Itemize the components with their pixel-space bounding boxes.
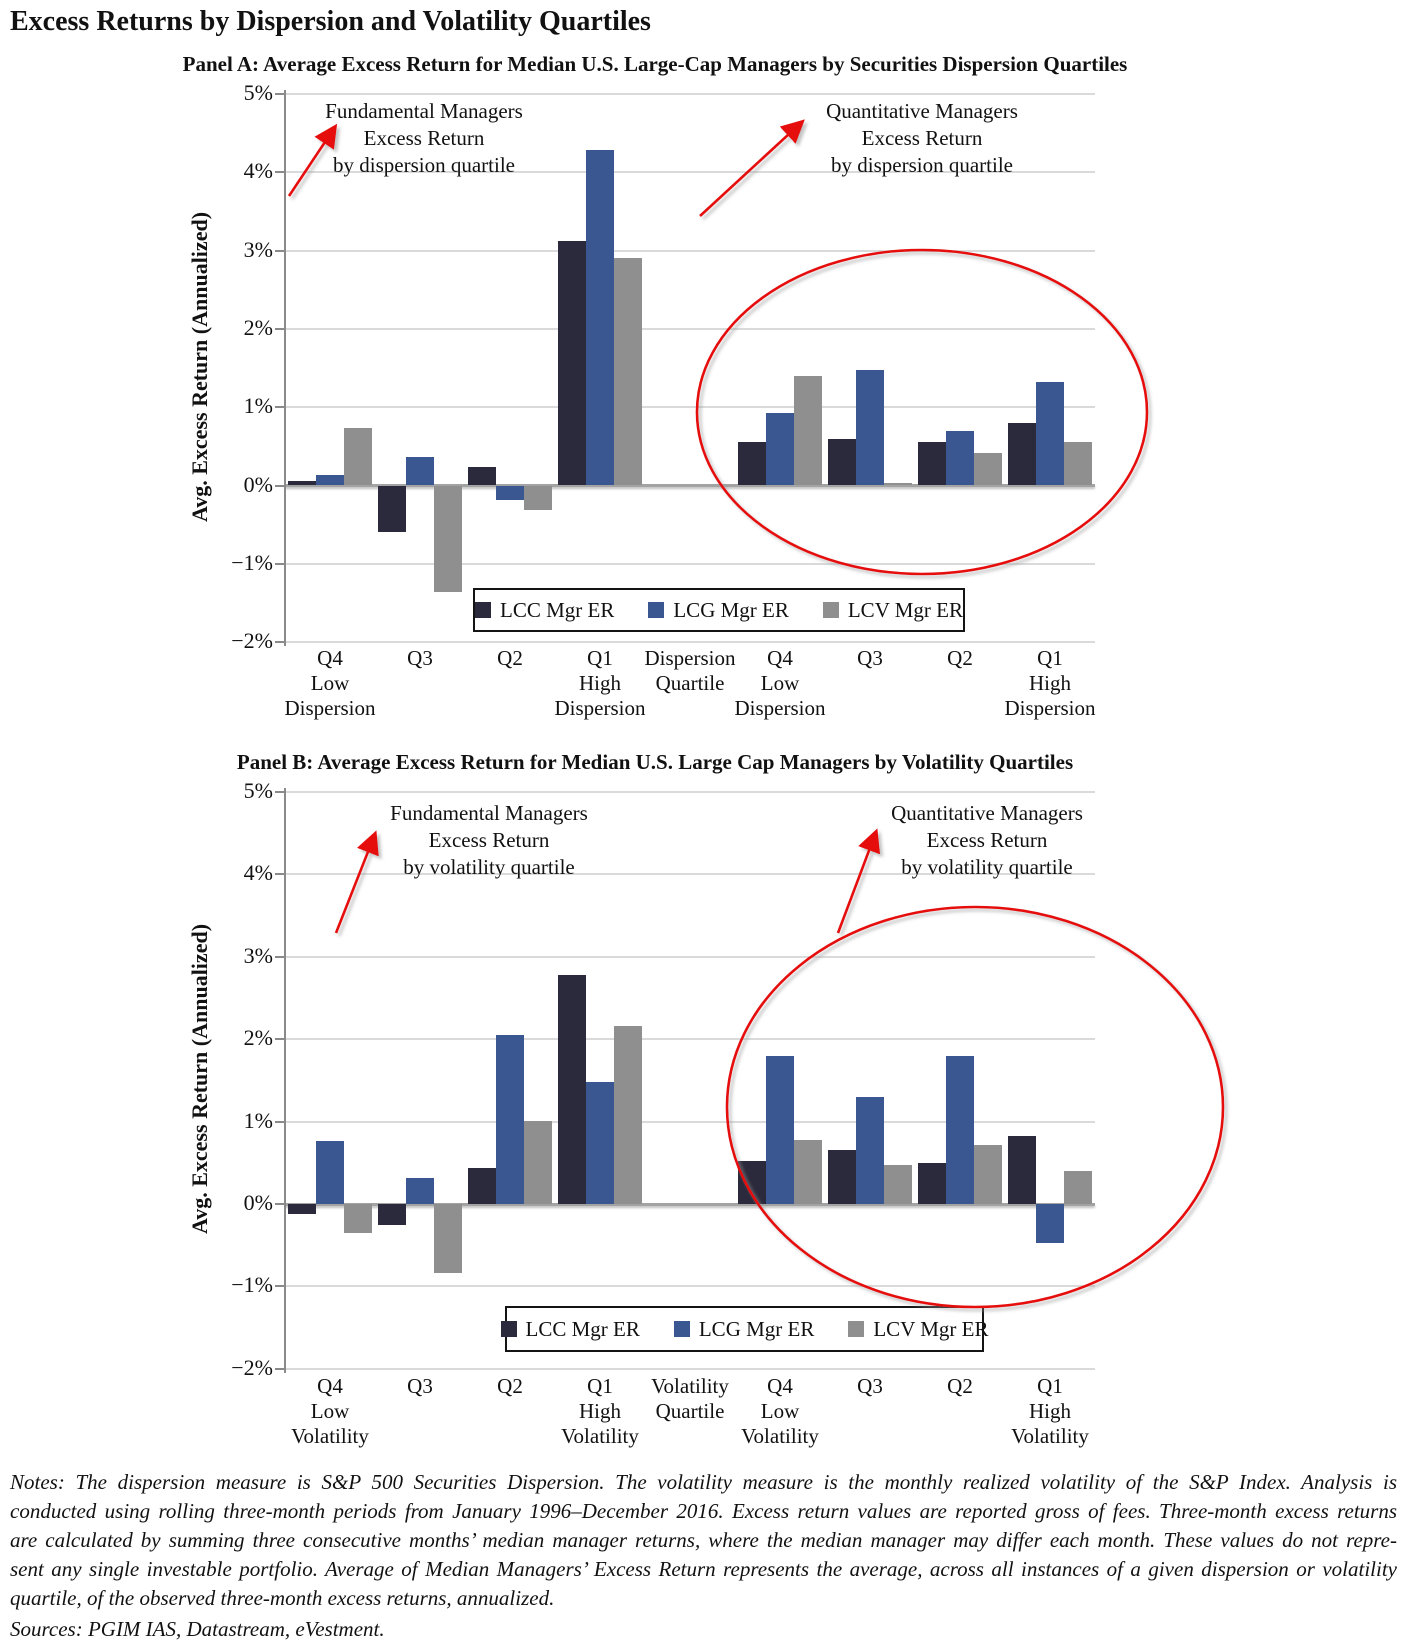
bar-lcv-mgr-er xyxy=(974,1145,1002,1204)
notes-line: are calculated by summing three consecutive months’ median manager returns, where the median manager may differ each month. These values do not repre- xyxy=(10,1528,1397,1552)
bar-lcc-mgr-er xyxy=(558,241,586,485)
bar-lcv-mgr-er xyxy=(434,486,462,592)
x-category-line: Q1 xyxy=(1037,1374,1063,1398)
legend-label: LCG Mgr ER xyxy=(673,597,789,622)
gridline xyxy=(285,1038,1095,1040)
x-category-line: Q3 xyxy=(407,1374,433,1398)
annotation-line: Quantitative Managers xyxy=(826,99,1018,123)
y-tick-label: 5% xyxy=(243,778,273,803)
gridline xyxy=(285,406,1095,408)
legend-item xyxy=(823,598,963,623)
x-category-line: Q3 xyxy=(857,646,883,670)
panel-b-y-axis-label: Avg. Excess Return (Annualized) xyxy=(187,923,212,1235)
panel-a-y-axis-label: Avg. Excess Return (Annualized) xyxy=(187,211,212,523)
bar-lcv-mgr-er xyxy=(974,453,1002,485)
annotation-line: by dispersion quartile xyxy=(831,153,1013,177)
notes-line: sent any single investable portfolio. Average of Median Managers’ Excess Return represents the average, across all instances of a given dispersion or volatility xyxy=(10,1557,1397,1581)
annotation-line: Excess Return xyxy=(861,126,983,150)
annotation-line: Excess Return xyxy=(363,126,485,150)
x-category-line: Q4 xyxy=(317,646,343,670)
gridline xyxy=(285,93,1095,95)
y-tick-label: 0% xyxy=(243,1190,273,1215)
bar-lcv-mgr-er xyxy=(524,486,552,510)
bar-lcc-mgr-er xyxy=(378,1204,406,1225)
y-tick-label: 3% xyxy=(243,236,273,262)
y-tick-label: −2% xyxy=(231,1354,273,1380)
gridline xyxy=(285,641,1095,643)
bar-lcc-mgr-er xyxy=(918,442,946,486)
legend-item xyxy=(674,1317,815,1342)
y-tick-mark xyxy=(275,93,284,95)
legend-label: LCC Mgr ER xyxy=(500,597,615,622)
gridline xyxy=(285,956,1095,958)
gridline xyxy=(285,1368,1095,1370)
x-category-line: Q1 xyxy=(587,1374,613,1398)
y-tick-label: −2% xyxy=(231,628,273,654)
bar-lcg-mgr-er xyxy=(406,1178,434,1204)
y-tick-mark xyxy=(275,563,284,565)
bar-lcg-mgr-er xyxy=(856,1097,884,1204)
y-tick-label: 3% xyxy=(243,942,273,968)
legend xyxy=(505,1306,989,1352)
annotation-text xyxy=(702,98,1142,179)
x-category-line: Volatility xyxy=(291,1424,369,1448)
x-category-line: Q1 xyxy=(1037,646,1063,670)
bar-lcv-mgr-er xyxy=(344,1204,372,1233)
legend-swatch-icon xyxy=(848,1321,864,1337)
notes-line: conducted using rolling three-month periods from January 1996–December 2016. Excess return values are reported gross of fees. Three-month excess returns xyxy=(10,1499,1397,1523)
bar-lcg-mgr-er xyxy=(766,1056,794,1204)
bar-lcc-mgr-er xyxy=(468,467,496,485)
legend-swatch-icon xyxy=(501,1321,517,1337)
x-category-line: Dispersion xyxy=(284,696,376,720)
bar-lcv-mgr-er xyxy=(614,1026,642,1204)
bar-lcg-mgr-er xyxy=(1036,382,1064,485)
annotation-line: by volatility quartile xyxy=(403,855,575,879)
x-category-line: Dispersion xyxy=(1004,696,1096,720)
legend-swatch-icon xyxy=(674,1321,690,1337)
bar-lcg-mgr-er xyxy=(946,1056,974,1204)
x-category-line: High xyxy=(579,671,621,695)
x-category-line: Q4 xyxy=(317,1374,343,1398)
y-tick-label: 4% xyxy=(243,158,273,184)
bar-lcv-mgr-er xyxy=(794,1140,822,1204)
legend xyxy=(473,588,965,632)
bar-lcv-mgr-er xyxy=(884,1165,912,1204)
bar-lcg-mgr-er xyxy=(496,486,524,500)
y-tick-label: 2% xyxy=(243,1025,273,1051)
gridline xyxy=(285,250,1095,252)
legend-swatch-icon xyxy=(475,602,491,618)
bar-lcv-mgr-er xyxy=(1064,442,1092,486)
y-tick-mark xyxy=(275,1203,284,1205)
legend-label: LCV Mgr ER xyxy=(847,597,963,622)
y-tick-mark xyxy=(275,1038,284,1040)
x-category-line: Low xyxy=(760,671,800,695)
bar-lcc-mgr-er xyxy=(738,1161,766,1204)
x-category-line: Quartile xyxy=(655,1399,725,1423)
bar-lcc-mgr-er xyxy=(558,975,586,1204)
y-tick-mark xyxy=(275,485,284,487)
bar-lcg-mgr-er xyxy=(316,475,344,485)
x-category-line: Low xyxy=(310,671,350,695)
legend-item xyxy=(475,598,614,623)
bar-lcg-mgr-er xyxy=(766,413,794,485)
bar-lcg-mgr-er xyxy=(586,1082,614,1204)
y-tick-mark xyxy=(275,1368,284,1370)
bar-lcc-mgr-er xyxy=(828,1150,856,1204)
y-tick-mark xyxy=(275,641,284,643)
figure-title: Excess Returns by Dispersion and Volatility Quartiles xyxy=(10,6,651,37)
bar-lcc-mgr-er xyxy=(918,1163,946,1204)
legend-label: LCV Mgr ER xyxy=(873,1316,989,1341)
y-tick-label: 0% xyxy=(243,471,273,497)
annotation-line: Excess Return xyxy=(926,828,1048,852)
x-category-line: High xyxy=(579,1399,621,1423)
x-category-line: Q3 xyxy=(407,646,433,670)
x-category-line: Volatility xyxy=(1011,1424,1089,1448)
x-category-label xyxy=(975,646,1125,721)
legend-label: LCG Mgr ER xyxy=(698,1316,815,1341)
y-tick-label: 4% xyxy=(243,860,273,886)
bar-lcg-mgr-er xyxy=(316,1141,344,1204)
x-category-line: Q2 xyxy=(497,646,523,670)
bar-lcv-mgr-er xyxy=(794,376,822,486)
y-tick-mark xyxy=(275,250,284,252)
y-tick-mark xyxy=(275,1285,284,1287)
gridline xyxy=(285,791,1095,793)
legend-swatch-icon xyxy=(648,602,664,618)
legend-item xyxy=(501,1317,640,1342)
y-tick-label: −1% xyxy=(231,549,273,575)
annotation-line: Fundamental Managers xyxy=(325,99,523,123)
x-category-line: High xyxy=(1029,671,1071,695)
annotation-line: by volatility quartile xyxy=(901,855,1073,879)
gridline xyxy=(285,1285,1095,1287)
bar-lcv-mgr-er xyxy=(344,428,372,485)
bar-lcg-mgr-er xyxy=(1036,1204,1064,1243)
notes-paragraph xyxy=(10,1468,1397,1613)
gridline xyxy=(285,563,1095,565)
x-category-line: Low xyxy=(310,1399,350,1423)
notes-line: Notes: The dispersion measure is S&P 500 Securities Dispersion. The volatility measure is the monthly realized volatility of the S&P Index. Analysis is xyxy=(10,1470,1397,1494)
panel-b-title: Panel B: Average Excess Return for Median U.S. Large Cap Managers by Volatility Quartiles xyxy=(236,750,1074,774)
x-category-line: Dispersion xyxy=(554,696,646,720)
x-category-line: Volatility xyxy=(741,1424,819,1448)
bar-lcv-mgr-er xyxy=(434,1204,462,1273)
x-category-line: Q2 xyxy=(947,1374,973,1398)
bar-lcc-mgr-er xyxy=(288,1204,316,1214)
panel-a-title: Panel A: Average Excess Return for Median U.S. Large-Cap Managers by Securities Dispersion Quartiles xyxy=(182,52,1128,76)
y-tick-mark xyxy=(275,791,284,793)
x-category-line: Dispersion xyxy=(734,696,826,720)
bar-lcg-mgr-er xyxy=(496,1035,524,1204)
bar-lcc-mgr-er xyxy=(288,481,316,486)
legend-swatch-icon xyxy=(823,602,839,618)
y-tick-mark xyxy=(275,328,284,330)
bar-lcg-mgr-er xyxy=(586,150,614,485)
sources-line: Sources: PGIM IAS, Datastream, eVestment. xyxy=(10,1617,385,1641)
y-tick-mark xyxy=(275,406,284,408)
x-category-line: Q2 xyxy=(947,646,973,670)
x-category-line: Volatility xyxy=(651,1374,729,1398)
y-tick-label: 1% xyxy=(243,1107,273,1133)
bar-lcg-mgr-er xyxy=(856,370,884,485)
legend-item xyxy=(848,1317,988,1342)
bar-lcv-mgr-er xyxy=(614,258,642,485)
annotation-text xyxy=(767,800,1207,881)
y-tick-label: 2% xyxy=(243,314,273,340)
x-category-line: Volatility xyxy=(561,1424,639,1448)
x-category-line: Quartile xyxy=(655,671,725,695)
bar-lcv-mgr-er xyxy=(1064,1171,1092,1204)
x-category-line: Q4 xyxy=(767,646,793,670)
bar-lcc-mgr-er xyxy=(828,439,856,486)
x-category-line: High xyxy=(1029,1399,1071,1423)
legend-label: LCC Mgr ER xyxy=(525,1316,640,1341)
bar-lcg-mgr-er xyxy=(406,457,434,485)
bar-lcc-mgr-er xyxy=(1008,1136,1036,1204)
x-category-line: Q4 xyxy=(767,1374,793,1398)
bar-lcc-mgr-er xyxy=(468,1168,496,1204)
notes-line: quartile, of the observed three-month excess returns, annualized. xyxy=(10,1586,555,1610)
bar-lcc-mgr-er xyxy=(1008,423,1036,486)
annotation-line: Fundamental Managers xyxy=(390,801,588,825)
highlight-ellipse-panel-b xyxy=(727,907,1223,1307)
x-category-line: Q3 xyxy=(857,1374,883,1398)
annotation-text xyxy=(204,98,644,179)
annotation-line: Quantitative Managers xyxy=(891,801,1083,825)
annotation-text xyxy=(269,800,709,881)
bar-lcv-mgr-er xyxy=(884,483,912,485)
y-tick-mark xyxy=(275,1121,284,1123)
y-tick-label: 5% xyxy=(243,80,273,105)
gridline xyxy=(285,328,1095,330)
annotation-line: by dispersion quartile xyxy=(333,153,515,177)
highlight-ellipse-panel-a xyxy=(697,250,1147,574)
bar-lcc-mgr-er xyxy=(738,442,766,486)
bar-lcg-mgr-er xyxy=(946,431,974,486)
bar-lcc-mgr-er xyxy=(378,486,406,533)
x-category-line: Q2 xyxy=(497,1374,523,1398)
x-category-label xyxy=(975,1374,1125,1449)
legend-item xyxy=(648,598,789,623)
annotation-line: Excess Return xyxy=(428,828,550,852)
y-tick-label: 1% xyxy=(243,393,273,419)
x-category-line: Dispersion xyxy=(644,646,736,670)
bar-lcv-mgr-er xyxy=(524,1121,552,1204)
x-category-line: Low xyxy=(760,1399,800,1423)
y-tick-label: −1% xyxy=(231,1272,273,1298)
x-category-line: Q1 xyxy=(587,646,613,670)
y-tick-mark xyxy=(275,956,284,958)
